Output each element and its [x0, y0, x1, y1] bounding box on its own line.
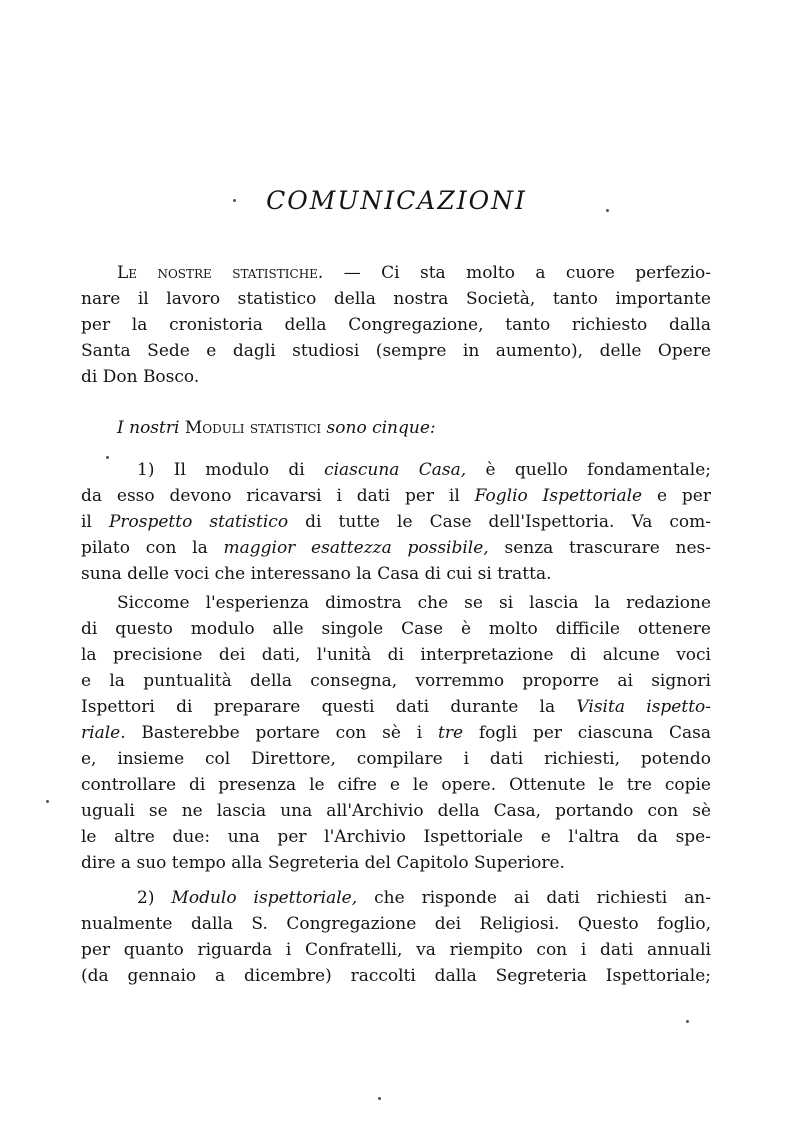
- text-line: Ispettori di preparare questi dati durante la Visita ispetto-: [81, 697, 711, 717]
- text-line: Le nostre statistiche. — Ci sta molto a cuore perfezio-: [117, 263, 711, 283]
- text-line: per quanto riguarda i Confratelli, va riempito con i dati annuali: [81, 940, 711, 960]
- text-line: di Don Bosco.: [81, 367, 200, 387]
- text-line: e la puntualità della consegna, vorremmo proporre ai signori: [81, 671, 711, 691]
- text-line: le altre due: una per l'Archivio Ispettoriale e l'altra da spe-: [81, 827, 711, 847]
- text-line: (da gennaio a dicembre) raccolti dalla Segreteria Ispettoriale;: [81, 966, 711, 986]
- text-line: suna delle voci che interessano la Casa di cui si tratta.: [81, 564, 552, 584]
- scan-speck: [106, 456, 109, 459]
- text-line: riale. Basterebbe portare con sè i tre fogli per ciascuna Casa: [81, 723, 711, 743]
- scan-speck: [606, 209, 609, 212]
- text-line: il Prospetto statistico di tutte le Case dell'Ispettoria. Va com-: [81, 512, 711, 532]
- text-line: dire a suo tempo alla Segreteria del Capitolo Superiore.: [81, 853, 565, 873]
- scan-speck: [378, 1097, 381, 1100]
- text-line: da esso devono ricavarsi i dati per il Foglio Ispettoriale e per: [81, 486, 711, 506]
- text-line: nualmente dalla S. Congregazione dei Religiosi. Questo foglio,: [81, 914, 711, 934]
- text-line: nare il lavoro statistico della nostra Società, tanto importante: [81, 289, 711, 309]
- scan-speck: [686, 1020, 689, 1023]
- section-heading: Le nostre statistiche.: [117, 263, 324, 283]
- text-line: uguali se ne lascia una all'Archivio della Casa, portando con sè: [81, 801, 711, 821]
- scan-speck: [233, 199, 236, 202]
- text-line: e, insieme col Direttore, compilare i dati richiesti, potendo: [81, 749, 711, 769]
- text-line: 1) Il modulo di ciascuna Casa, è quello fondamentale;: [137, 460, 711, 480]
- moduli-intro-line: I nostri Moduli statistici sono cinque:: [117, 418, 436, 438]
- text-line: 2) Modulo ispettoriale, che risponde ai dati richiesti an-: [137, 888, 711, 908]
- text-line: di questo modulo alle singole Case è molto difficile ottenere: [81, 619, 711, 639]
- text-line: pilato con la maggior esattezza possibile, senza trascurare nes-: [81, 538, 711, 558]
- text-line: controllare di presenza le cifre e le opere. Ottenute le tre copie: [81, 775, 711, 795]
- text-line: la precisione dei dati, l'unità di interpretazione di alcune voci: [81, 645, 711, 665]
- page-title: COMUNICAZIONI: [266, 186, 527, 215]
- scan-speck: [46, 800, 49, 803]
- text-line: per la cronistoria della Congregazione, tanto richiesto dalla: [81, 315, 711, 335]
- text-line: Santa Sede e dagli studiosi (sempre in aumento), delle Opere: [81, 341, 711, 361]
- text-line: Siccome l'esperienza dimostra che se si lascia la redazione: [117, 593, 711, 613]
